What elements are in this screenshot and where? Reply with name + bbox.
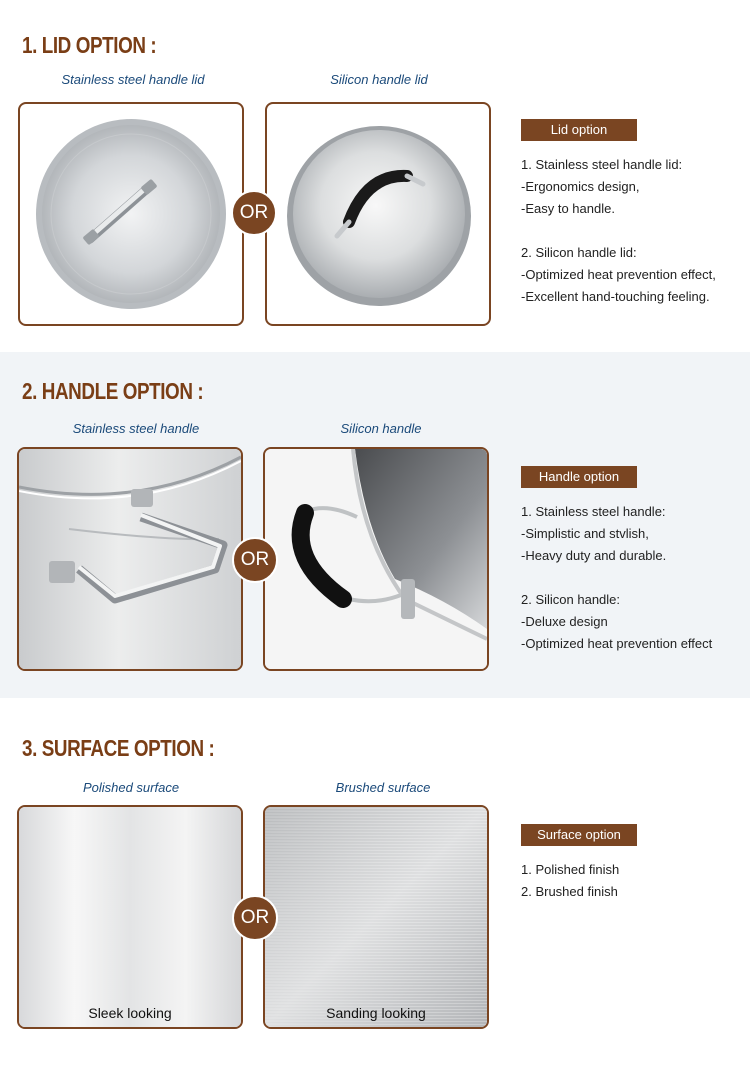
lid-option-tag: Lid option [521,119,637,141]
surface-option-section [0,698,750,1080]
brushed-surface-image [263,805,489,1029]
description-line: 2. Brushed finish [521,884,618,899]
handle-option-title: 2. HANDLE OPTION : [22,378,204,404]
handle-option-section [0,352,750,698]
polished-surface-image [17,805,243,1029]
description-line: 1. Stainless steel handle lid: [521,157,683,172]
surface-option-tag: Surface option [521,824,637,846]
or-badge: OR [231,190,277,236]
lid-option-description [521,154,716,308]
description-line: -Deluxe design [521,614,608,629]
description-line: -Heavy duty and durable. [521,548,667,563]
silicon-handle-image [263,447,489,671]
handle-option-tag: Handle option [521,466,637,488]
lid-option-section [0,0,750,352]
polished-surface-caption: Polished surface [82,780,180,795]
description-line: 2. Silicon handle: [521,592,621,607]
surface-option-description [521,859,619,903]
description-line: -Easy to handle. [521,201,615,216]
stainless-handle-caption: Stainless steel handle [72,421,200,436]
description-line: 1. Stainless steel handle: [521,504,666,519]
or-badge: OR [232,895,278,941]
lid-option-title: 1. LID OPTION : [22,32,157,58]
stainless-lid-image [18,102,244,326]
description-spacer [521,567,712,589]
surface-option-title: 3. SURFACE OPTION : [22,735,215,761]
description-line: -Simplistic and stvlish, [521,526,649,541]
description-line: -Ergonomics design, [521,179,640,194]
or-badge: OR [232,537,278,583]
description-line: -Excellent hand-touching feeling. [521,289,710,304]
polished-surface-label: Sleek looking [88,1005,172,1021]
brushed-surface-caption: Brushed surface [335,780,431,795]
description-line: 1. Polished finish [521,862,620,877]
description-spacer [521,220,716,242]
description-line: -Optimized heat prevention effect [521,636,713,651]
description-line: 2. Silicon handle lid: [521,245,637,260]
brushed-surface-label: Sanding looking [326,1005,426,1021]
silicon-handle-caption: Silicon handle [340,421,422,436]
stainless-lid-caption: Stainless steel handle lid [61,72,205,87]
handle-option-description [521,501,712,655]
description-line: -Optimized heat prevention effect, [521,267,716,282]
stainless-handle-image [17,447,243,671]
silicon-lid-caption: Silicon handle lid [330,72,428,87]
silicon-lid-image [265,102,491,326]
